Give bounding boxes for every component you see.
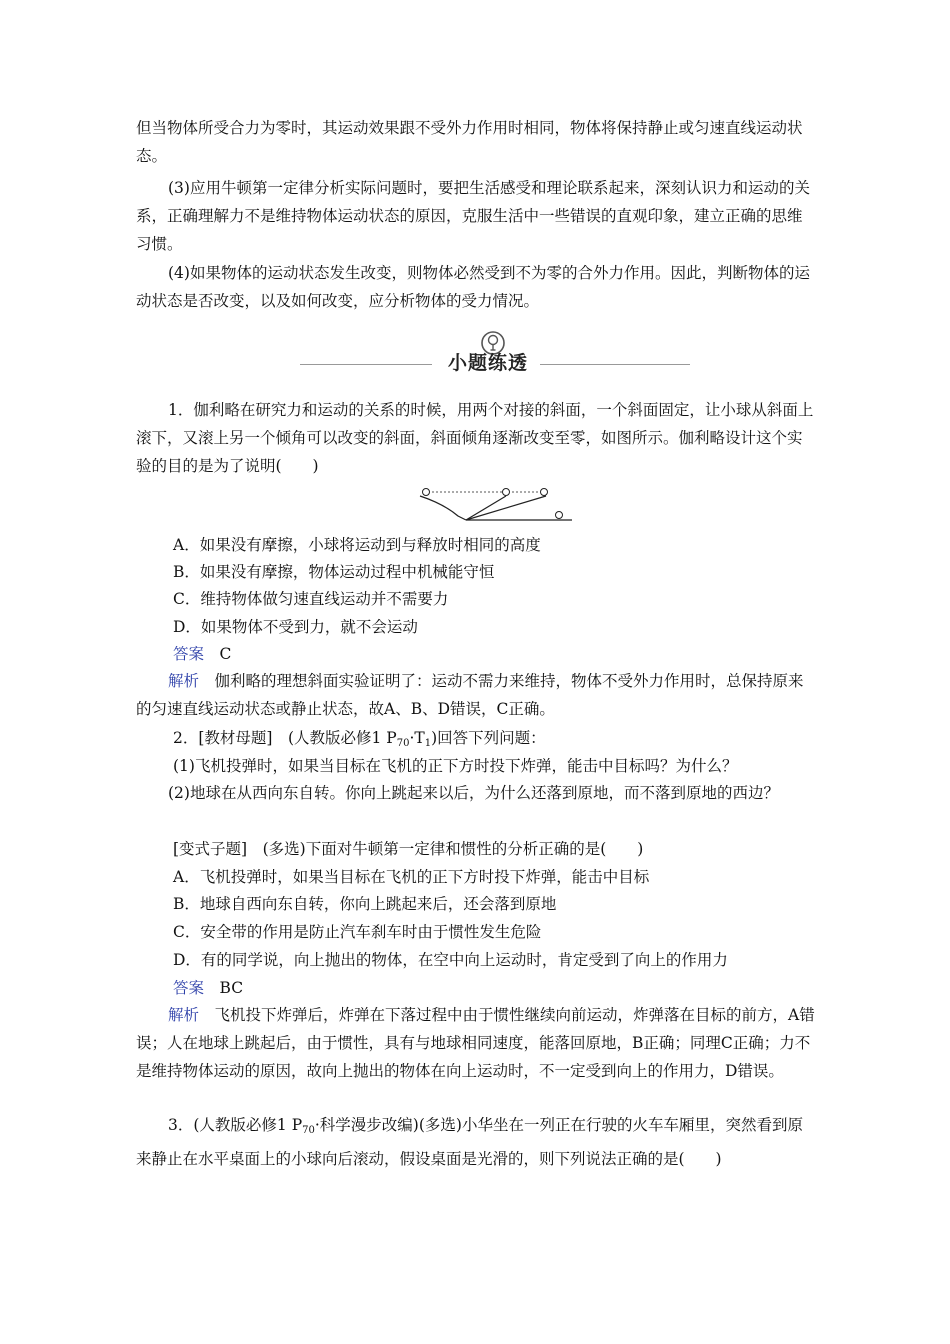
q2-subquestion-2: (2)地球在从西向东自转。你向上跳起来以后，为什么还落到原地，而不落到原地的西边？: [168, 784, 779, 802]
question-2-stem: 2．[教材母题] (人教版必修1 $P_{70}\cdot T_1$)回答下列问题：: [173, 729, 546, 749]
q2-analysis: [136, 1001, 816, 1085]
q1-option-c: C．维持物体做匀速直线运动并不需要力: [173, 590, 449, 608]
q1-option-a: A．如果没有摩擦，小球将运动到与释放时相同的高度: [173, 536, 541, 554]
section-title: 小题练透: [448, 352, 529, 374]
q2-subquestion-1: (1)飞机投弹时，如果当目标在飞机的正下方时投下炸弹，能击中目标吗？为什么？: [173, 757, 738, 775]
intro-point-3: (3)应用牛顿第一定律分析实际问题时，要把生活感受和理论联系起来，深刻认识力和运动的关系，正确理解力不是维持物体运动状态的原因，克服生活中一些错误的直观印象，建立正确的思维习惯。: [136, 179, 810, 253]
answer-value: C: [219, 645, 232, 663]
q1-answer: [173, 640, 231, 668]
question-1-stem: 1．伽利略在研究力和运动的关系的时候，用两个对接的斜面，一个斜面固定，让小球从斜面上滚下，又滚上另一个倾角可以改变的斜面，斜面倾角逐渐改变至零，如图所示。伽利略设计这个实验的目的是为了说明( ): [136, 401, 814, 475]
q1-option-b: B．如果没有摩擦，物体运动过程中机械能守恒: [173, 563, 495, 581]
analysis-text: 飞机投下炸弹后，炸弹在下落过程中由于惯性继续向前运动，炸弹落在目标的前方，A错误；人在地球上跳起后，由于惯性，具有与地球相同速度，能落回原地，B正确；同理C正确；力不是维持物体运动的原因，故向上抛出的物体在向上运动时，不一定受到向上的作用力，D错误。: [136, 1006, 815, 1080]
answer-value: BC: [219, 979, 244, 997]
q2-variant-stem: [变式子题] (多选)下面对牛顿第一定律和惯性的分析正确的是( ): [173, 840, 644, 858]
q1-option-d: D．如果物体不受到力，就不会运动: [173, 618, 418, 636]
q2-option-c: C．安全带的作用是防止汽车刹车时由于惯性发生危险: [173, 923, 542, 941]
question-3-stem: 3．(人教版必修1 $P_{70}\cdot$科学漫步改编)(多选)小华坐在一列正在行驶的火车车厢里，突然看到原来静止在水平桌面上的小球向后滚动，假设桌面是光滑的，则下列说法正确的是( ): [136, 1116, 803, 1168]
analysis-text: 伽利略的理想斜面实验证明了：运动不需力来维持，物体不受外力作用时，总保持原来的匀速直线运动状态或静止状态，故A、B、D错误，C正确。: [136, 672, 804, 718]
section-header: [300, 334, 690, 386]
q2-option-a: A．飞机投弹时，如果当目标在飞机的正下方时投下炸弹，能击中目标: [173, 868, 650, 886]
intro-point-4: (4)如果物体的运动状态发生改变，则物体必然受到不为零的合外力作用。因此，判断物体的运动状态是否改变，以及如何改变，应分析物体的受力情况。: [136, 264, 810, 310]
q2-option-d: D．有的同学说，向上抛出的物体，在空中向上运动时，肯定受到了向上的作用力: [173, 951, 728, 969]
section-rule-left: [300, 364, 432, 365]
section-rule-right: [540, 364, 690, 365]
analysis-label: 解析: [168, 1006, 200, 1024]
q1-analysis: [136, 667, 816, 723]
q2-option-b: B．地球自西向东自转，你向上跳起来后，还会落到原地: [173, 895, 557, 913]
q2-answer: [173, 974, 243, 1002]
analysis-label: 解析: [168, 672, 200, 690]
intro-paragraph: 但当物体所受合力为零时，其运动效果跟不受外力作用时相同，物体将保持静止或匀速直线运动状态。: [136, 119, 803, 165]
answer-label: 答案: [173, 979, 205, 997]
inclined-plane-figure: [414, 482, 574, 524]
answer-label: 答案: [173, 645, 205, 663]
